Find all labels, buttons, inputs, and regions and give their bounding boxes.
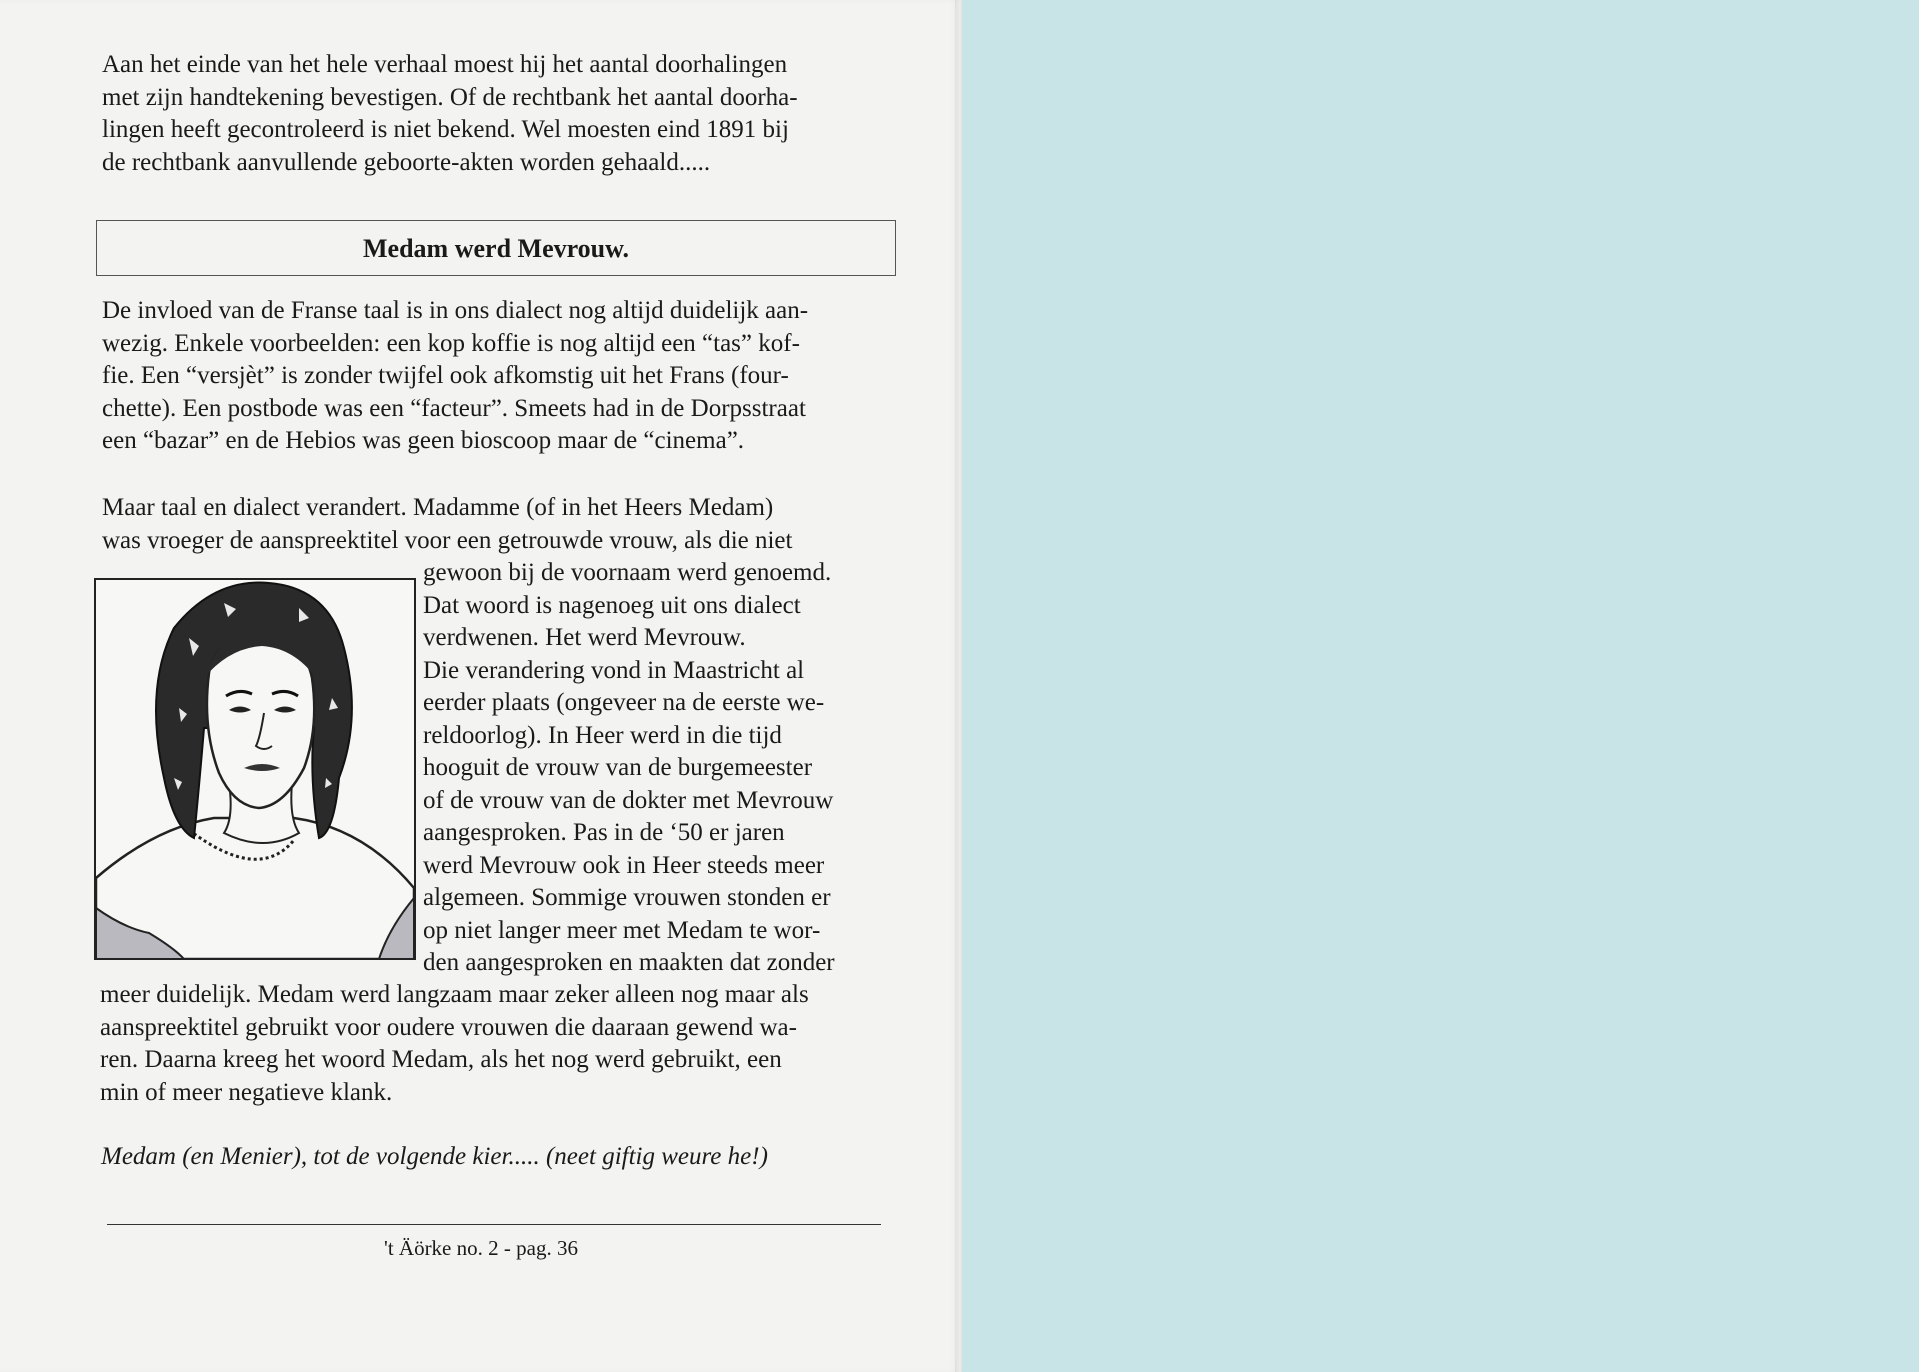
text-line: met zijn handtekening bevestigen. Of de rechtbank het aantal doorha-	[102, 83, 798, 111]
text-line: aanspreektitel gebruikt voor oudere vrouwen die daaraan gewend wa-	[100, 1013, 797, 1041]
text-line: op niet langer meer met Medam te wor-	[423, 916, 821, 944]
language-change-paragraph-wrap	[423, 557, 893, 980]
text-line: eerder plaats (ongeveer na de eerste we-	[423, 689, 825, 716]
text-line: algemeen. Sommige vrouwen stonden er	[423, 884, 831, 911]
text-line: of de vrouw van de dokter met Mevrouw	[423, 786, 834, 814]
text-line: aangesproken. Pas in de ‘50 er jaren	[423, 819, 785, 846]
text-line: min of meer negatieve klank.	[100, 1078, 393, 1106]
section-heading-box	[96, 220, 896, 276]
closing-line: Medam (en Menier), tot de volgende kier..... (neet giftig weure he!)	[101, 1143, 768, 1170]
text-line: lingen heeft gecontroleerd is niet bekend. Wel moesten eind 1891 bij	[102, 116, 789, 143]
french-influence-paragraph	[102, 295, 882, 458]
text-line: werd Mevrouw ook in Heer steeds meer	[423, 851, 825, 879]
text-line: was vroeger de aanspreektitel voor een getrouwde vrouw, als die niet	[102, 526, 793, 554]
text-line: Die verandering vond in Maastricht al	[423, 656, 805, 684]
text-line: chette). Een postbode was een “facteur”. Smeets had in de Dorpsstraat	[102, 394, 806, 422]
woman-portrait-illustration	[94, 578, 416, 960]
footer-rule	[107, 1224, 881, 1225]
text-line: Maar taal en dialect verandert. Madamme (of in het Heers Medam)	[102, 494, 774, 521]
text-line: reldoorlog). In Heer werd in die tijd	[423, 721, 782, 749]
text-line: de rechtbank aanvullende geboorte-akten worden gehaald.....	[102, 148, 711, 176]
section-heading: Medam werd Mevrouw.	[363, 234, 629, 263]
text-line: den aangesproken en maakten dat zonder	[423, 949, 835, 976]
text-line: ren. Daarna kreeg het woord Medam, als het nog werd gebruikt, een	[100, 1046, 782, 1073]
text-line: Dat woord is nagenoeg uit ons dialect	[423, 591, 801, 619]
text-line: wezig. Enkele voorbeelden: een kop koffie is nog altijd een “tas” kof-	[102, 329, 800, 357]
intro-paragraph	[102, 49, 882, 179]
text-line: verdwenen. Het werd Mevrouw.	[423, 624, 746, 651]
text-line: De invloed van de Franse taal is in ons dialect nog altijd duidelijk aan-	[102, 297, 809, 324]
text-line: fie. Een “versjèt” is zonder twijfel ook afkomstig uit het Frans (four-	[102, 362, 789, 389]
language-change-paragraph-bottom	[100, 979, 900, 1109]
text-line: gewoon bij de voornaam werd genoemd.	[423, 559, 832, 586]
language-change-paragraph-top	[102, 492, 882, 557]
right-page-blank	[962, 0, 1919, 1372]
page-footer: 't Äörke no. 2 - pag. 36	[384, 1236, 578, 1260]
text-line: een “bazar” en de Hebios was geen bioscoop maar de “cinema”.	[102, 427, 745, 454]
text-line: hooguit de vrouw van de burgemeester	[423, 754, 813, 781]
text-line: Aan het einde van het hele verhaal moest hij het aantal doorhalingen	[102, 51, 788, 78]
text-line: meer duidelijk. Medam werd langzaam maar zeker alleen nog maar als	[100, 981, 809, 1008]
